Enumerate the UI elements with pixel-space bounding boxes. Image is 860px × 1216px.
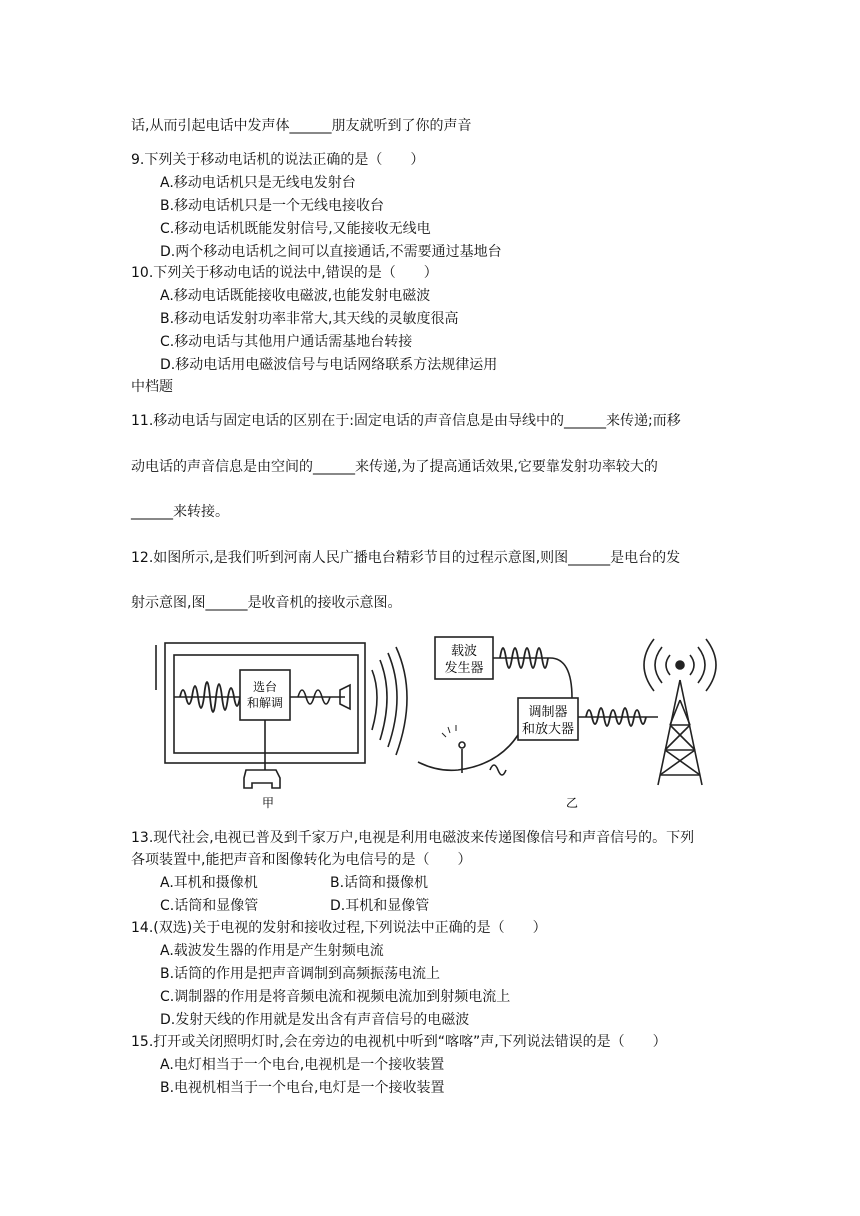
- section-heading: 中档题: [131, 379, 173, 395]
- question-9: 9.下列关于移动电话机的说法正确的是（ ）: [131, 152, 425, 168]
- q9-option-d: D.两个移动电话机之间可以直接通话,不需要通过基地台: [160, 244, 502, 260]
- receiver-box-label-1: 选台: [252, 680, 278, 694]
- continued-text-line: 话,从而引起电话中发声体______朋友就听到了你的声音: [131, 118, 472, 134]
- question-13-line-2: 各项装置中,能把声音和图像转化为电信号的是（ ）: [131, 852, 472, 868]
- q10-option-c: C.移动电话与其他用户通话需基地台转接: [160, 334, 413, 350]
- q10-option-a: A.移动电话既能接收电磁波,也能发射电磁波: [160, 288, 431, 304]
- receiver-box-label-2: 和解调: [246, 696, 284, 710]
- modulator-label-1: 调制器: [528, 705, 568, 720]
- figure-caption-yi: 乙: [565, 796, 579, 810]
- q10-option-d: D.移动电话用电磁波信号与电话网络联系方法规律运用: [160, 357, 498, 373]
- radio-transmit-receive-figure: [150, 625, 730, 815]
- q9-option-a: A.移动电话机只是无线电发射台: [160, 175, 356, 191]
- q14-option-c: C.调制器的作用是将音频电流和视频电流加到射频电流上: [160, 989, 511, 1005]
- q15-option-b: B.电视机相当于一个电台,电灯是一个接收装置: [160, 1080, 445, 1096]
- q13-option-d: D.耳机和显像管: [330, 898, 430, 914]
- question-13-line-1: 13.现代社会,电视已普及到千家万户,电视是利用电磁波来传递图像信号和声音信号的。下列: [131, 830, 695, 846]
- q13-option-b: B.话筒和摄像机: [330, 875, 429, 891]
- question-15: 15.打开或关闭照明灯时,会在旁边的电视机中听到“喀喀”声,下列说法错误的是（ ）: [131, 1034, 667, 1050]
- modulator-label-2: 和放大器: [521, 722, 575, 737]
- question-12-line-2: 射示意图,图______是收音机的接收示意图。: [131, 595, 402, 611]
- question-11-line-2: 动电话的声音信息是由空间的______来传递,为了提高通话效果,它要靠发射功率较大的: [131, 459, 658, 475]
- q13-option-c: C.话筒和显像管: [160, 898, 259, 914]
- figure-caption-jia: 甲: [261, 796, 275, 810]
- q14-option-a: A.载波发生器的作用是产生射频电流: [160, 943, 384, 959]
- carrier-generator-label-2: 发生器: [444, 661, 484, 676]
- question-12-line-1: 12.如图所示,是我们听到河南人民广播电台精彩节目的过程示意图,则图______是电台的发: [131, 550, 681, 566]
- q14-option-b: B.话筒的作用是把声音调制到高频振荡电流上: [160, 966, 441, 982]
- q9-option-c: C.移动电话机既能发射信号,又能接收无线电: [160, 221, 431, 237]
- q14-option-d: D.发射天线的作用就是发出含有声音信号的电磁波: [160, 1012, 470, 1028]
- question-10: 10.下列关于移动电话的说法中,错误的是（ ）: [131, 265, 438, 281]
- question-11-line-3: ______来转接。: [131, 504, 229, 520]
- q10-option-b: B.移动电话发射功率非常大,其天线的灵敏度很高: [160, 311, 459, 327]
- question-14: 14.(双选)关于电视的发射和接收过程,下列说法中正确的是（ ）: [131, 920, 547, 936]
- question-11-line-1: 11.移动电话与固定电话的区别在于:固定电话的声音信息是由导线中的______来传递;而移: [131, 413, 681, 429]
- carrier-generator-label-1: 载波: [450, 644, 478, 659]
- q13-option-a: A.耳机和摄像机: [160, 875, 258, 891]
- receiver-diagram: [156, 643, 407, 788]
- q15-option-a: A.电灯相当于一个电台,电视机是一个接收装置: [160, 1057, 445, 1073]
- q9-option-b: B.移动电话机只是一个无线电接收台: [160, 198, 385, 214]
